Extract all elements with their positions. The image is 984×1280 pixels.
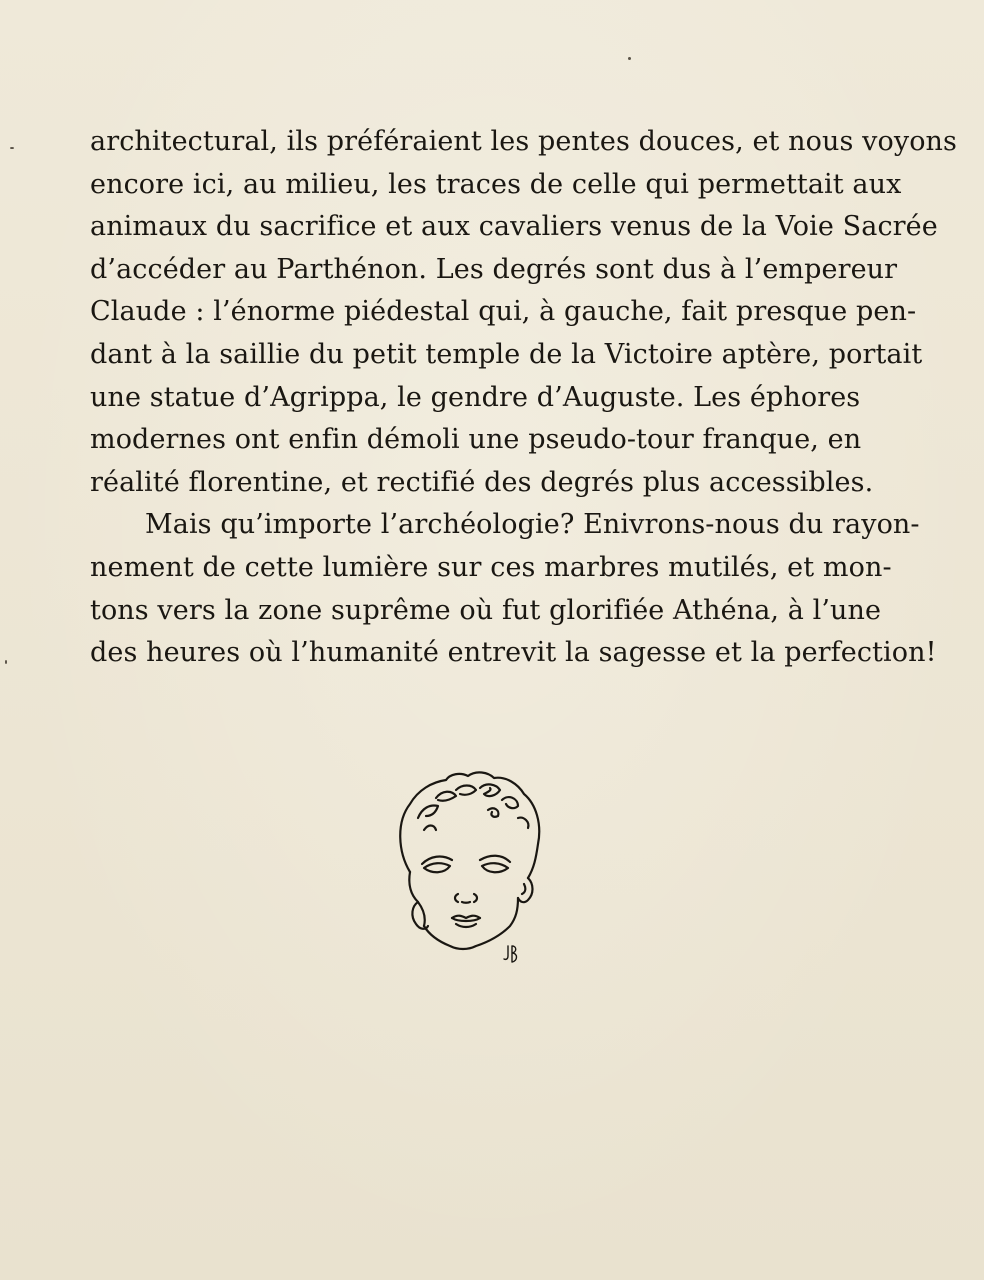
text-line: Mais qu’importe l’archéologie? Enivrons-nous du rayon-: [145, 509, 920, 541]
text-line: d’accéder au Parthénon. Les degrés sont dus à l’empereur: [90, 253, 898, 285]
text-line: dant à la saillie du petit temple de la Victoire aptère, portait: [90, 338, 923, 370]
text-line: modernes ont enfin démoli une pseudo-tour franque, en: [90, 424, 862, 456]
head-drawing-icon: [388, 760, 548, 970]
paper-speck: [5, 660, 7, 664]
paper-speck: [628, 57, 631, 60]
head-illustration: [388, 760, 548, 970]
text-line: animaux du sacrifice et aux cavaliers venus de la Voie Sacrée: [90, 211, 938, 243]
paper-speck: [10, 147, 14, 149]
text-line: Claude : l’énorme piédestal qui, à gauche, fait presque pen-: [90, 296, 917, 328]
paragraph-2: [90, 504, 937, 674]
text-line: architectural, ils préféraient les pentes douces, et nous voyons: [90, 126, 957, 157]
text-line: encore ici, au milieu, les traces de celle qui permettait aux: [90, 168, 902, 200]
text-line: tons vers la zone suprême où fut glorifiée Athéna, à l’une: [90, 594, 882, 626]
text-line: une statue d’Agrippa, le gendre d’Auguste. Les éphores: [90, 381, 861, 413]
paragraph-1: [90, 121, 957, 504]
body-text: [90, 121, 957, 675]
text-line: nement de cette lumière sur ces marbres mutilés, et mon-: [90, 551, 892, 583]
text-line: réalité florentine, et rectifié des degrés plus accessibles.: [90, 466, 874, 498]
text-line: des heures où l’humanité entrevit la sagesse et la perfection!: [90, 637, 937, 669]
